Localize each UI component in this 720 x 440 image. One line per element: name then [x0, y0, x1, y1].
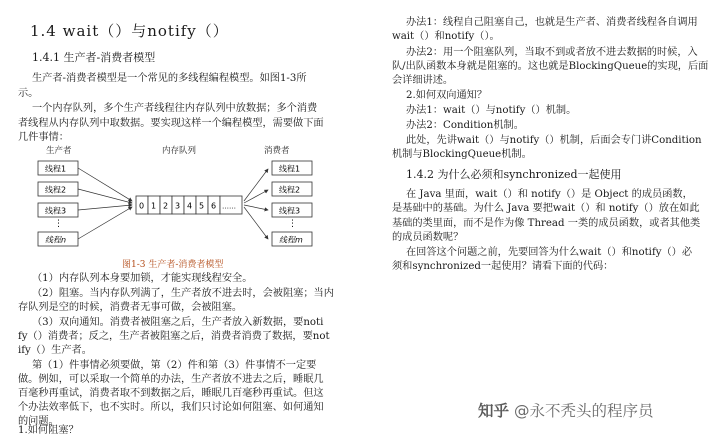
- section-title: 1.4 wait（）与notify（）: [30, 22, 229, 40]
- paragraph-line: 的问题。: [18, 416, 59, 427]
- paragraph-line: （3）双向通知。消费者被阻塞之后，生产者放入新数据，要noti: [32, 317, 324, 328]
- queue-cell-label: 5: [199, 201, 205, 211]
- paragraph-line: 基础的类里面，而不是作为像 Thread 一类的成员函数，或者其他类: [392, 218, 701, 229]
- paragraph-line: 办法1：wait（）与notify（）机制。: [406, 105, 577, 116]
- paragraph-line: wait（）和notify（）。: [392, 31, 500, 42]
- consumer-boxes: [272, 161, 312, 246]
- subsection-title: 1.4.2 为什么必须和synchronized一起使用: [406, 168, 622, 181]
- watermark: [478, 399, 653, 421]
- ellipsis-dots: ⋮: [54, 219, 63, 229]
- paragraph-line: 在 Java 里面，wait（）和 notify（）是 Object 的成员函数，: [406, 189, 693, 200]
- paragraph-line: 个办法效率低下，也不实时。所以，我们只讨论如何阻塞、如何通知: [18, 402, 324, 413]
- paragraph-line: 办法2：用一个阻塞队列，当取不到或者放不进去数据的时候，入: [406, 47, 698, 58]
- paragraph-line: 队/出队函数本身就是阻塞的。这也就是BlockingQueue的实现，后面: [392, 61, 709, 72]
- paragraph-line: 一个内存队列，多个生产者线程往内存队列中放数据；多个消费: [32, 103, 318, 114]
- paragraph-line: 示。: [18, 88, 39, 99]
- paragraph-line: 此处，先讲wait（）与notify（）机制，后面会专门讲Condition: [406, 135, 702, 146]
- subheading: 1.如何阻塞？: [18, 425, 79, 436]
- paragraph-line: 存队列是空的时候，消费者无事可做，会被阻塞。: [18, 302, 243, 313]
- producer-label: 线程2: [45, 185, 67, 195]
- paragraph-line: 第（1）件事情必须要做，第（2）件和第（3）件事情不一定要: [32, 360, 317, 371]
- consumer-label: 线程2: [279, 185, 301, 195]
- producer-consumer-diagram: [32, 143, 332, 261]
- producer-label: 线程1: [45, 164, 67, 174]
- consumer-arrows: [244, 169, 268, 239]
- producer-boxes: [38, 161, 78, 246]
- paragraph-line: ify（）生产者。: [18, 345, 92, 356]
- paragraph-line: 办法2：Condition机制。: [406, 120, 524, 131]
- subheading: 2.如何双向通知？: [406, 90, 488, 101]
- paragraph-line: 几件事情：: [18, 132, 69, 143]
- consumer-label: 线程m: [279, 235, 303, 245]
- queue-cell-label: 1: [151, 201, 157, 211]
- paragraph-line: 生产者-消费者模型是一个常见的多线程编程模型。如图1-3所: [32, 73, 307, 84]
- paragraph-line: 者线程从内存队列中取数据。要实现这样一个编程模型，需要做下面: [18, 118, 324, 129]
- queue-cells: [136, 196, 242, 214]
- producer-label: 线程3: [45, 206, 67, 216]
- subsection-title: 1.4.1 生产者-消费者模型: [32, 51, 156, 64]
- consumer-label: 线程1: [279, 164, 301, 174]
- paragraph-line: 在回答这个问题之前，先要回答为什么wait（）和notify（）必: [406, 247, 693, 258]
- paragraph-line: 是基础中的基础。为什么 Java 要把wait（）和 notify（）放在如此: [392, 203, 700, 214]
- paragraph-line: 做。例如，可以采取一个简单的办法，生产者放不进去之后，睡眠几: [18, 374, 324, 385]
- queue-cell-label: 3: [175, 201, 181, 211]
- paragraph-line: 须和synchronized一起使用？请看下面的代码：: [392, 261, 614, 272]
- paragraph-line: 办法1：线程自己阻塞自己，也就是生产者、消费者线程各自调用: [406, 17, 698, 28]
- consumer-heading: 消费者: [264, 146, 290, 156]
- paragraph-line: 百毫秒再重试，消费者取不到数据之后，睡眠几百毫秒再重试。但这: [18, 388, 324, 399]
- queue-cell-label: 2: [163, 201, 169, 211]
- producer-label: 线程n: [45, 235, 67, 245]
- paragraph-line: （1）内存队列本身要加锁，才能实现线程安全。: [32, 273, 253, 284]
- queue-cell-label: ……: [222, 202, 236, 211]
- producer-arrows: [78, 168, 132, 239]
- queue-cell-label: 6: [211, 201, 217, 211]
- paragraph-line: 机制与BlockingQueue机制。: [392, 149, 532, 160]
- figure-caption: 图1-3 生产者-消费者模型: [122, 260, 224, 270]
- paragraph-line: 的成员函数呢？: [392, 232, 464, 243]
- watermark-author: @永不秃头的程序员: [513, 402, 654, 420]
- paragraph-line: 会详细讲述。: [392, 75, 454, 86]
- queue-cell-label: 0: [139, 201, 145, 211]
- paragraph-line: fy（）消费者；反之，生产者被阻塞之后，消费者消费了数据，要not: [18, 331, 330, 342]
- zhihu-logo: 知乎: [478, 402, 510, 420]
- queue-cell-label: 4: [187, 201, 193, 211]
- consumer-label: 线程3: [279, 206, 301, 216]
- queue-heading: 内存队列: [162, 146, 197, 156]
- producer-heading: 生产者: [46, 146, 72, 156]
- paragraph-line: （2）阻塞。当内存队列满了，生产者放不进去时，会被阻塞；当内: [32, 288, 334, 299]
- ellipsis-dots: ⋮: [288, 219, 297, 229]
